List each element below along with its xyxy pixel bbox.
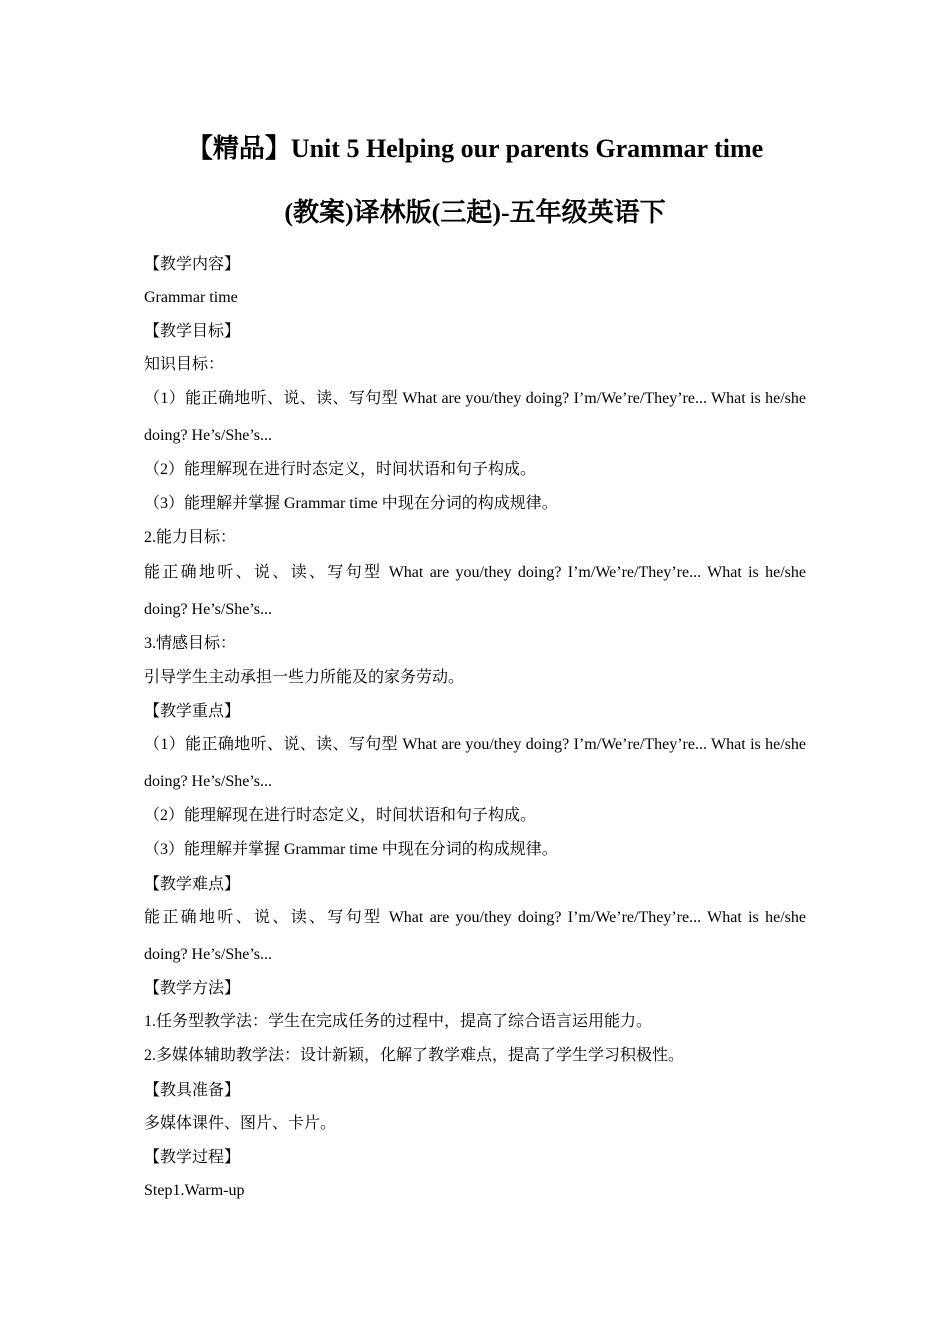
section-heading-content: 【教学内容】 [144,256,241,273]
section-heading-objectives: 【教学目标】 [144,323,241,340]
process-step-1: Step1.Warm-up [144,1182,245,1199]
ability-objective-line-2: doing? He’s/She’s... [144,601,272,618]
document-title-line-2: (教案)译林版(三起)-五年级英语下 [284,198,666,227]
content-text: Grammar time [144,289,238,306]
emotion-objective-heading: 3.情感目标： [144,635,237,652]
knowledge-objective-1-line-2: doing? He’s/She’s... [144,427,272,444]
knowledge-objective-3: （3）能理解并掌握 Grammar time 中现在分词的构成规律。 [144,495,558,512]
tools-text: 多媒体课件、图片、卡片。 [144,1115,337,1132]
document-title-line-1: 【精品】Unit 5 Helping our parents Grammar time [186,134,764,163]
difficult-point-line-1: 能正确地听、说、读、写句型 What are you/they doing? I’m/We’re/They’re... What is he/she [144,909,806,926]
knowledge-objective-heading: 知识目标： [144,356,225,373]
knowledge-objective-1-line-1: （1）能正确地听、说、读、写句型 What are you/they doing? I’m/We’re/They’re... What is he/she [144,390,806,407]
key-point-1-line-1: （1）能正确地听、说、读、写句型 What are you/they doing? I’m/We’re/They’re... What is he/she [144,736,806,753]
section-heading-tools: 【教具准备】 [144,1082,241,1099]
section-heading-difficult-points: 【教学难点】 [144,876,241,893]
section-heading-methods: 【教学方法】 [144,980,241,997]
section-heading-process: 【教学过程】 [144,1149,241,1166]
emotion-objective-text: 引导学生主动承担一些力所能及的家务劳动。 [144,669,465,686]
ability-objective-heading: 2.能力目标： [144,529,237,546]
key-point-1-line-2: doing? He’s/She’s... [144,773,272,790]
method-2: 2.多媒体辅助教学法：设计新颖，化解了教学难点，提高了学生学习积极性。 [144,1047,685,1064]
key-point-2: （2）能理解现在进行时态定义，时间状语和句子构成。 [144,807,537,824]
key-point-3: （3）能理解并掌握 Grammar time 中现在分词的构成规律。 [144,841,558,858]
difficult-point-line-2: doing? He’s/She’s... [144,946,272,963]
knowledge-objective-2: （2）能理解现在进行时态定义，时间状语和句子构成。 [144,461,537,478]
ability-objective-line-1: 能正确地听、说、读、写句型 What are you/they doing? I’m/We’re/They’re... What is he/she [144,564,806,581]
section-heading-key-points: 【教学重点】 [144,703,241,720]
method-1: 1.任务型教学法：学生在完成任务的过程中，提高了综合语言运用能力。 [144,1013,653,1030]
